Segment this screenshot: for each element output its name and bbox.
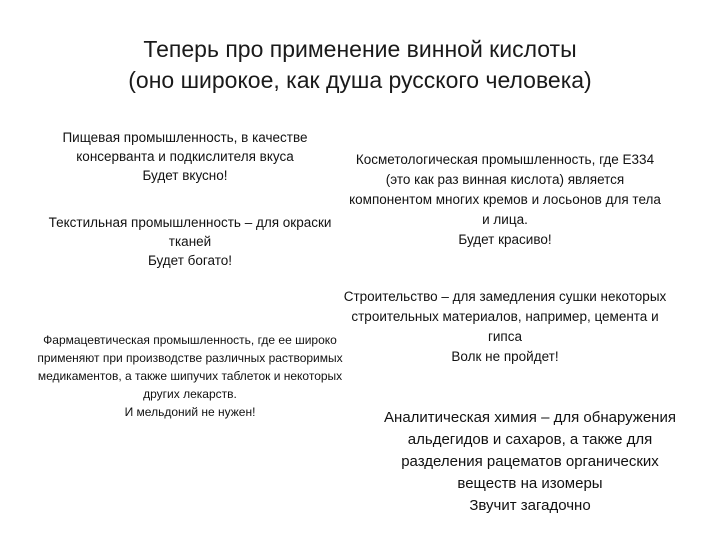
title-line-1: Теперь про применение винной кислоты: [143, 36, 577, 62]
construction-line-1: Строительство – для замедления сушки некоторых: [343, 289, 667, 304]
textile-line-3: Будет богато!: [147, 253, 233, 268]
construction-line-4: Волк не пройдет!: [451, 349, 559, 364]
analytical-line-1: Аналитическая химия – для обнаружения: [384, 409, 676, 426]
food-line-3: Будет вкусно!: [142, 168, 228, 183]
textile-line-2: тканей: [168, 234, 212, 249]
title-line-2: (оно широкое, как душа русского человека): [128, 67, 592, 93]
construction-line-3: гипса: [487, 329, 523, 344]
analytical-line-5: Звучит загадочно: [469, 497, 591, 514]
construction-block: [320, 287, 690, 367]
analytical-chemistry-block: [350, 407, 710, 517]
pharma-line-3: медикаментов, а также шипучих таблеток и некоторых: [37, 369, 343, 383]
analytical-line-3: разделения рацематов органических: [401, 453, 659, 470]
pharma-line-2: применяют при производстве различных растворимых: [37, 351, 343, 365]
pharma-line-1: Фармацевтическая промышленность, где ее широко: [43, 333, 337, 347]
slide-title: [20, 34, 700, 96]
food-line-1: Пищевая промышленность, в качестве: [62, 130, 308, 145]
cosmetology-line-4: и лица.: [482, 212, 528, 227]
textile-line-1: Текстильная промышленность – для окраски: [48, 215, 332, 230]
pharmaceutical-industry-block: [10, 331, 370, 421]
food-line-2: консерванта и подкислителя вкуса: [76, 149, 294, 164]
cosmetology-line-5: Будет красиво!: [458, 232, 552, 247]
analytical-line-2: альдегидов и сахаров, а также для: [407, 431, 653, 448]
construction-line-2: строительных материалов, например, цемента и: [351, 309, 659, 324]
pharma-line-5: И мельдоний не нужен!: [124, 405, 256, 419]
pharma-line-4: других лекарств.: [143, 387, 237, 401]
food-industry-block: [20, 128, 350, 185]
cosmetology-industry-block: [320, 150, 690, 250]
textile-industry-block: [20, 213, 360, 270]
analytical-line-4: веществ на изомеры: [457, 475, 603, 492]
cosmetology-line-3: компонентом многих кремов и лосьонов для тела: [349, 192, 661, 207]
cosmetology-line-1: Косметологическая промышленность, где Е334: [355, 152, 655, 167]
cosmetology-line-2: (это как раз винная кислота) является: [385, 172, 625, 187]
